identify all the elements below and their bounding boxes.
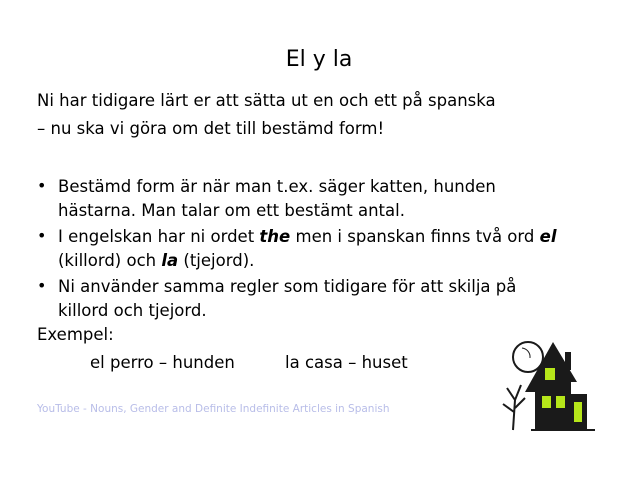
example-la-casa: la casa – huset bbox=[285, 353, 408, 372]
example-label: Exempel: bbox=[37, 325, 114, 344]
tree-icon bbox=[503, 385, 525, 430]
bullet-marker-1: • bbox=[37, 176, 47, 195]
bullet-2-text-a: I engelskan har ni ordet bbox=[58, 227, 260, 246]
intro-line-1: Ni har tidigare lärt er att sätta ut en och ett på spanska bbox=[37, 91, 496, 110]
bullet-marker-3: • bbox=[37, 276, 47, 295]
bullet-2-text-d: (tjejord). bbox=[178, 251, 255, 270]
bullet-3-line-2: killord och tjejord. bbox=[58, 301, 207, 320]
example-el-perro: el perro – hunden bbox=[90, 353, 235, 372]
bullet-2-text-c: (killord) och bbox=[58, 251, 162, 270]
keyword-el: el bbox=[539, 227, 557, 246]
bullet-item-1 bbox=[58, 175, 618, 223]
youtube-link[interactable]: YouTube - Nouns, Gender and Definite Indefinite Articles in Spanish bbox=[37, 403, 390, 415]
haunted-house-icon bbox=[495, 330, 605, 440]
bullet-item-3 bbox=[58, 275, 618, 323]
house-window-icon bbox=[556, 396, 565, 408]
bullet-1-line-2: hästarna. Man talar om ett bestämt antal. bbox=[58, 201, 405, 220]
bullet-2-line-1 bbox=[58, 225, 618, 249]
house-window-icon bbox=[545, 368, 555, 380]
keyword-the: the bbox=[259, 227, 291, 246]
house-door-icon bbox=[574, 402, 582, 422]
keyword-la: la bbox=[161, 251, 179, 270]
bullet-2-text-b: men i spanskan finns två ord bbox=[290, 227, 540, 246]
bullet-item-2 bbox=[58, 225, 618, 273]
bullet-1-line-1: Bestämd form är när man t.ex. säger katten, hunden bbox=[58, 177, 496, 196]
intro-line-2: – nu ska vi göra om det till bestämd form! bbox=[37, 119, 385, 138]
moon-icon bbox=[513, 342, 543, 372]
bullet-3-line-1: Ni använder samma regler som tidigare för att skilja på bbox=[58, 277, 517, 296]
bullet-marker-2: • bbox=[37, 226, 47, 245]
bullet-2-line-2 bbox=[58, 249, 618, 273]
chimney-icon bbox=[565, 352, 571, 370]
slide-title: El y la bbox=[285, 47, 353, 72]
house-window-icon bbox=[542, 396, 551, 408]
